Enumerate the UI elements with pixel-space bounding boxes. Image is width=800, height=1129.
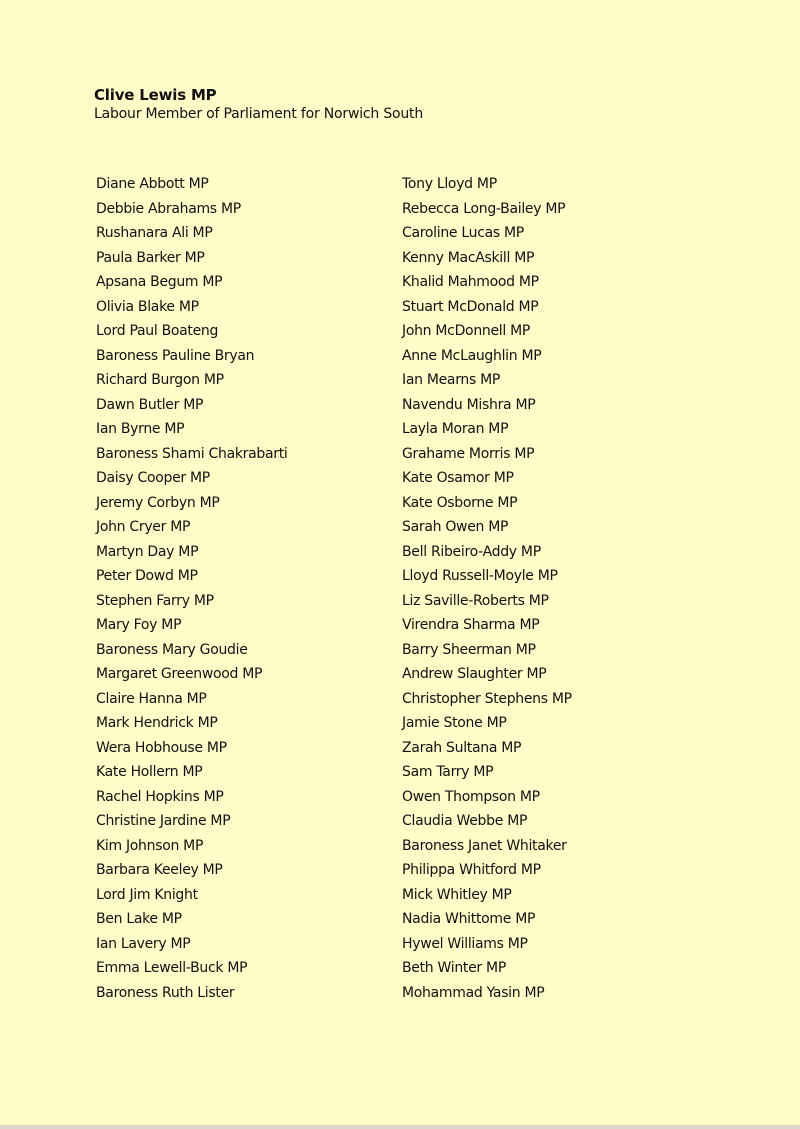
signatory-name: Diane Abbott MP [96, 176, 209, 192]
signatory-name: Zarah Sultana MP [402, 739, 522, 756]
signatory-name: Rebecca Long-Bailey MP [402, 200, 566, 217]
signatory-name: Caroline Lucas MP [402, 225, 524, 241]
signatory-name: Bell Ribeiro-Addy MP [402, 543, 541, 560]
signatory-name: Khalid Mahmood MP [402, 274, 539, 290]
signatory-name: Nadia Whittome MP [402, 911, 536, 927]
signatory-name: John McDonnell MP [402, 323, 531, 339]
signatory-name: Mary Foy MP [96, 617, 182, 633]
signatory-name: Kate Hollern MP [96, 764, 203, 780]
signatory-name: Claire Hanna MP [96, 690, 207, 707]
signatory-name: Lloyd Russell-Moyle MP [402, 568, 558, 584]
signatory-name: Rushanara Ali MP [96, 225, 213, 241]
signatory-name: Grahame Morris MP [402, 445, 535, 462]
signatory-name: Rachel Hopkins MP [96, 788, 224, 805]
signatory-name: Dawn Butler MP [96, 396, 204, 413]
signatory-name: Liz Saville-Roberts MP [402, 592, 549, 609]
signatory-name: Baroness Ruth Lister [96, 984, 235, 1001]
signatory-name: Wera Hobhouse MP [96, 739, 227, 756]
signatory-name: Kenny MacAskill MP [402, 249, 535, 266]
signatory-name: Ian Byrne MP [96, 421, 185, 437]
signatory-name: Apsana Begum MP [96, 274, 223, 290]
signatory-name: Virendra Sharma MP [402, 617, 540, 633]
signatory-name: Debbie Abrahams MP [96, 200, 241, 217]
signatory-name: John Cryer MP [96, 519, 191, 535]
signatory-name: Layla Moran MP [402, 421, 509, 437]
signatory-name: Hywel Williams MP [402, 935, 528, 952]
signatory-name: Olivia Blake MP [96, 298, 199, 315]
signatory-name: Owen Thompson MP [402, 788, 540, 805]
signatory-name: Navendu Mishra MP [402, 396, 536, 413]
signatory-name: Lord Paul Boateng [96, 323, 219, 339]
signatory-name: Baroness Shami Chakrabarti [96, 445, 288, 462]
author-name: Clive Lewis MP [94, 86, 217, 104]
signatory-name: Stuart McDonald MP [402, 298, 539, 315]
signatory-name: Claudia Webbe MP [402, 813, 528, 829]
signatory-name: Mohammad Yasin MP [402, 984, 545, 1001]
signatory-name: Baroness Janet Whitaker [402, 837, 567, 854]
signatories-left-column [96, 172, 386, 1005]
signatory-name: Ian Lavery MP [96, 935, 191, 952]
author-role: Labour Member of Parliament for Norwich South [94, 106, 424, 122]
signatory-name: Barbara Keeley MP [96, 862, 223, 878]
signatory-name: Beth Winter MP [402, 960, 506, 976]
signatory-name: Kim Johnson MP [96, 837, 204, 854]
signatory-name: Jeremy Corbyn MP [96, 494, 220, 511]
signatory-name: Baroness Pauline Bryan [96, 347, 255, 364]
signatory-name: Ian Mearns MP [402, 372, 501, 388]
signatory-name: Emma Lewell-Buck MP [96, 960, 248, 976]
signatory-name: Kate Osborne MP [402, 494, 518, 511]
signatory-name: Jamie Stone MP [402, 715, 507, 731]
signatory-name: Peter Dowd MP [96, 568, 198, 584]
signatory-name: Tony Lloyd MP [402, 176, 497, 192]
signatory-name: Christopher Stephens MP [402, 690, 572, 707]
signatory-name: Lord Jim Knight [96, 886, 198, 903]
signatory-name: Richard Burgon MP [96, 372, 224, 388]
page-bottom-edge [0, 1125, 800, 1129]
signatory-name: Martyn Day MP [96, 543, 199, 560]
signatory-name: Anne McLaughlin MP [402, 347, 542, 364]
signatory-name: Kate Osamor MP [402, 470, 514, 486]
signatory-name: Christine Jardine MP [96, 813, 231, 829]
signatory-name: Margaret Greenwood MP [96, 666, 263, 682]
signatories-right-column [402, 172, 702, 1005]
signatory-name: Daisy Cooper MP [96, 470, 210, 486]
signatory-name: Paula Barker MP [96, 249, 205, 266]
signatory-name: Mark Hendrick MP [96, 715, 218, 731]
signatory-name: Philippa Whitford MP [402, 862, 541, 878]
signatory-name: Ben Lake MP [96, 911, 182, 927]
signatory-name: Barry Sheerman MP [402, 641, 536, 658]
signatory-name: Mick Whitley MP [402, 886, 512, 903]
signatory-name: Stephen Farry MP [96, 592, 214, 609]
signatory-name: Sarah Owen MP [402, 519, 509, 535]
letter-header [94, 86, 423, 123]
signatory-name: Sam Tarry MP [402, 764, 494, 780]
signatory-name: Andrew Slaughter MP [402, 666, 547, 682]
signatory-name: Baroness Mary Goudie [96, 641, 248, 658]
